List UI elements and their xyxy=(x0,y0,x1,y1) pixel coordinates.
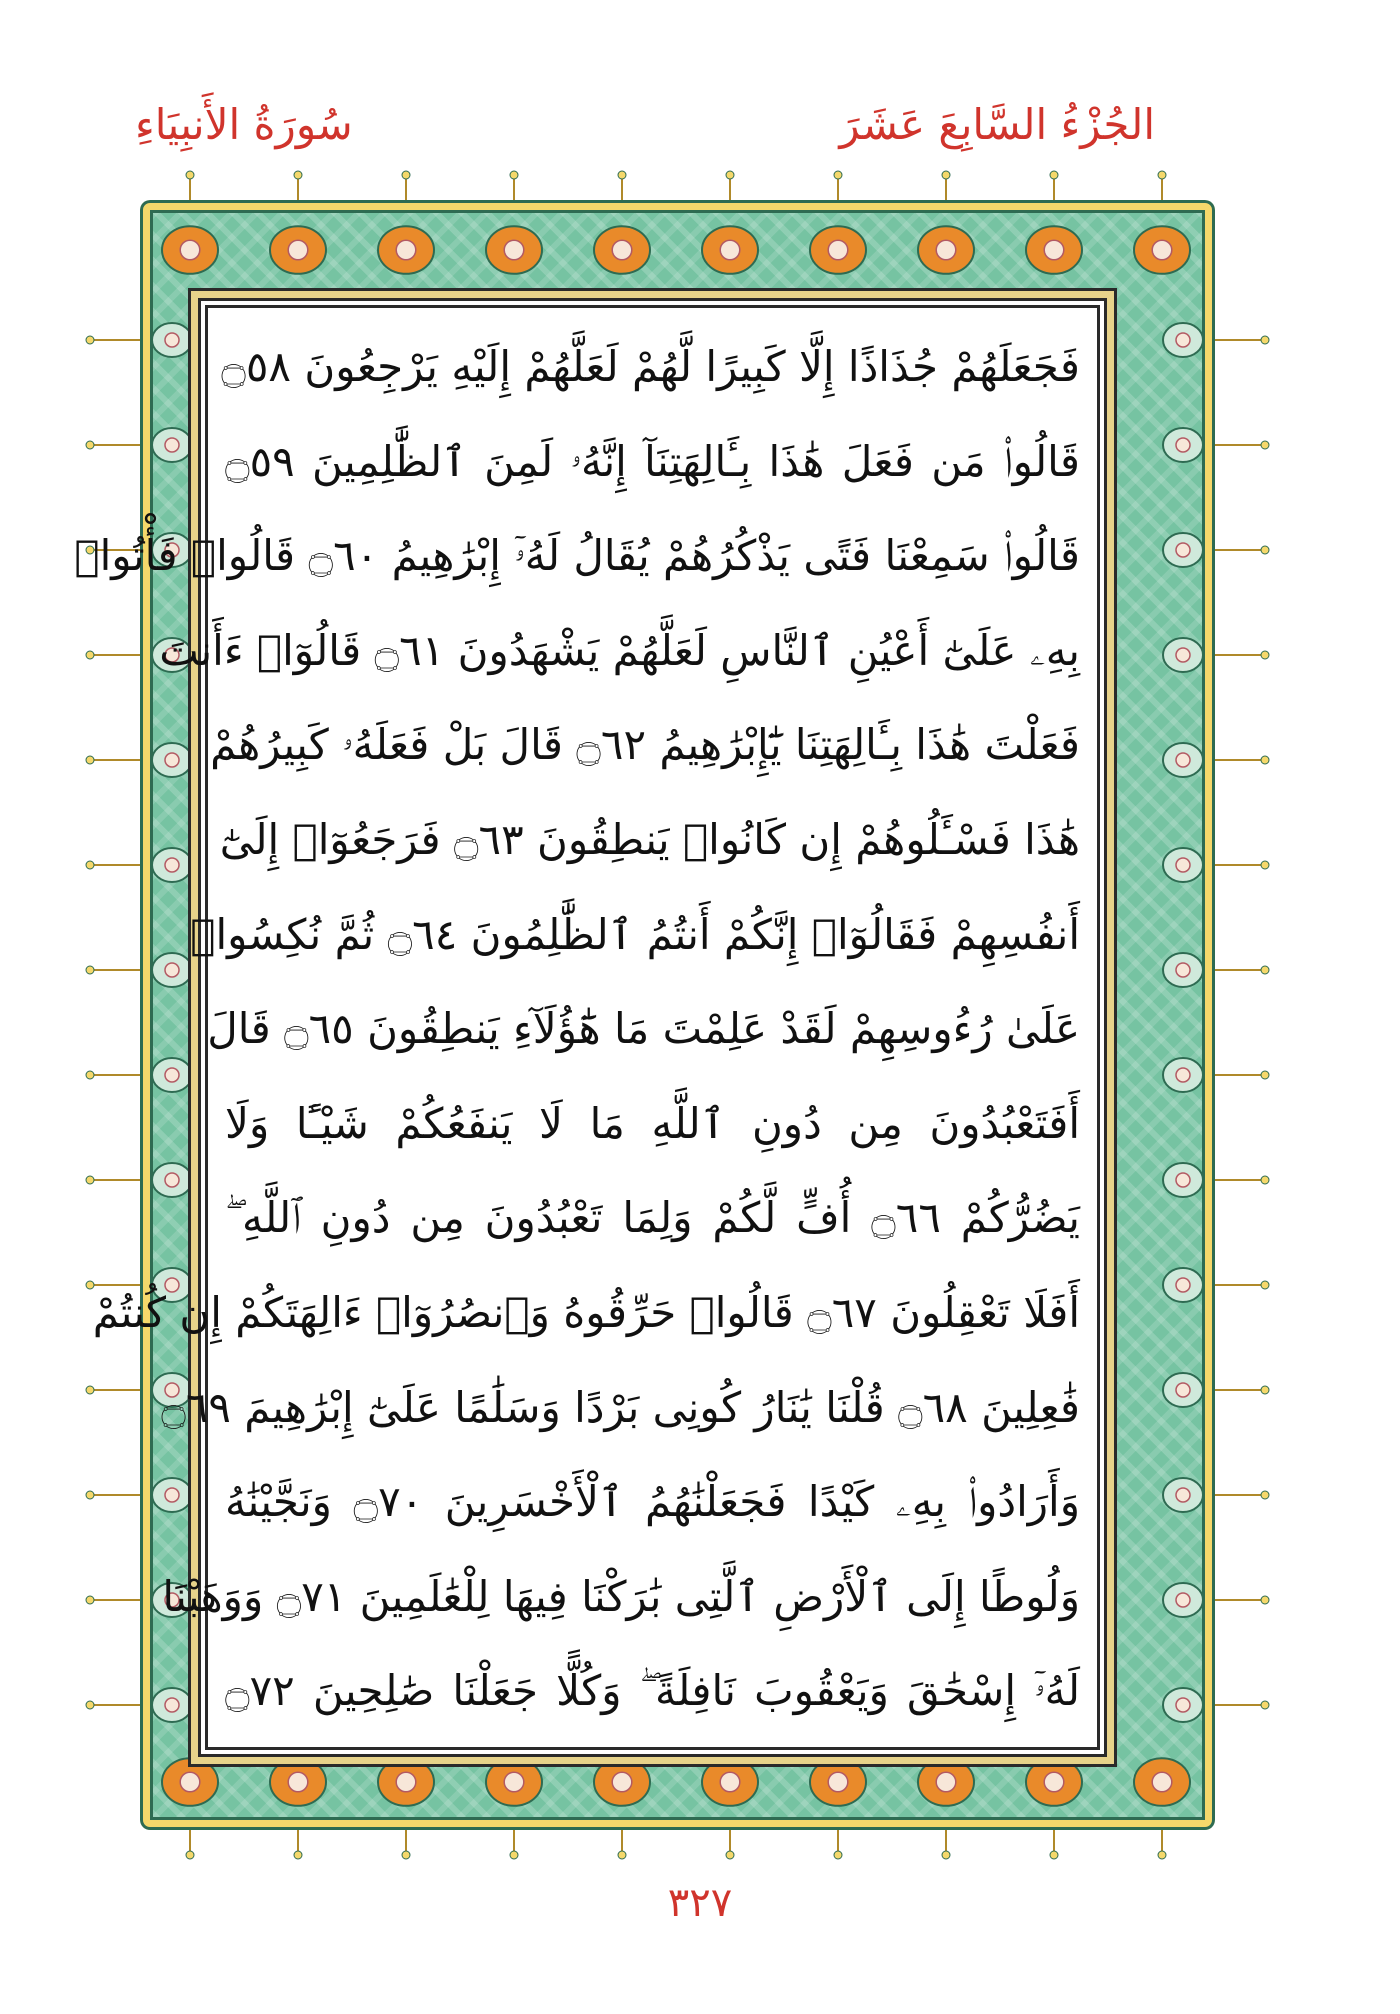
right-finial-tip xyxy=(1261,336,1269,344)
page-number: ٣٢٧ xyxy=(667,1880,733,1926)
right-medallion-center xyxy=(1176,438,1190,452)
top-medallion-center xyxy=(1044,240,1064,260)
bottom-medallion-center xyxy=(1152,1772,1172,1792)
top-medallion-center xyxy=(288,240,308,260)
bottom-finial-tip xyxy=(1158,1851,1166,1859)
right-medallion-center xyxy=(1176,648,1190,662)
top-finial-tip xyxy=(726,171,734,179)
top-medallion-center xyxy=(504,240,524,260)
left-finial-tip xyxy=(86,1491,94,1499)
top-finial-tip xyxy=(618,171,626,179)
right-finial-tip xyxy=(1261,546,1269,554)
text-line-10: يَضُرُّكُمْ ۝٦٦ أُفٍّ لَّكُمْ وَلِمَا تَعْبُدُونَ مِن دُونِ ٱللَّهِ ۖ xyxy=(225,1193,1080,1243)
text-line-4: بِهِۦ عَلَىٰٓ أَعْيُنِ ٱلنَّاسِ لَعَلَّهُمْ يَشْهَدُونَ ۝٦١ قَالُوٓا۟ ءَأَنتَ xyxy=(159,625,1080,675)
top-medallion-center xyxy=(612,240,632,260)
bottom-medallion-center xyxy=(288,1772,308,1792)
top-finial-tip xyxy=(834,171,842,179)
bottom-medallion-center xyxy=(936,1772,956,1792)
text-line-6: هَٰذَا فَسْـَٔلُوهُمْ إِن كَانُوا۟ يَنطِقُونَ ۝٦٣ فَرَجَعُوٓا۟ إِلَىٰٓ xyxy=(219,814,1080,864)
left-medallion-center xyxy=(165,858,179,872)
top-medallion-center xyxy=(180,240,200,260)
left-finial-tip xyxy=(86,336,94,344)
quran-text xyxy=(74,320,1080,1740)
text-line-15: لَهُۥٓ إِسْحَٰقَ وَيَعْقُوبَ نَافِلَةً ۖ وَكُلًّا جَعَلْنَا صَٰلِحِينَ ۝٧٢ xyxy=(225,1666,1080,1716)
right-finial-tip xyxy=(1261,1491,1269,1499)
left-finial-tip xyxy=(86,1176,94,1184)
bottom-finial-tip xyxy=(726,1851,734,1859)
right-medallion-center xyxy=(1176,1593,1190,1607)
bottom-medallion-center xyxy=(396,1772,416,1792)
left-finial-tip xyxy=(86,651,94,659)
top-medallion-center xyxy=(1152,240,1172,260)
right-medallion-center xyxy=(1176,753,1190,767)
left-finial-tip xyxy=(86,861,94,869)
right-finial-tip xyxy=(1261,861,1269,869)
surah-title: سُورَةُ الأَنبِيَاءِ xyxy=(135,100,353,149)
left-finial-tip xyxy=(86,966,94,974)
text-line-11: أَفَلَا تَعْقِلُونَ ۝٦٧ قَالُوا۟ حَرِّقُوهُ وَٱنصُرُوٓا۟ ءَالِهَتَكُمْ إِن كُنتُمْ xyxy=(92,1287,1080,1337)
bottom-medallion-center xyxy=(180,1772,200,1792)
bottom-finial-tip xyxy=(834,1851,842,1859)
right-finial-tip xyxy=(1261,1176,1269,1184)
text-line-14: وَلُوطًا إِلَى ٱلْأَرْضِ ٱلَّتِى بَٰرَكْنَا فِيهَا لِلْعَٰلَمِينَ ۝٧١ وَوَهَبْنَا xyxy=(162,1571,1080,1621)
right-finial-tip xyxy=(1261,651,1269,659)
left-medallion-center xyxy=(165,1698,179,1712)
left-finial-tip xyxy=(86,756,94,764)
bottom-finial-tip xyxy=(510,1851,518,1859)
bottom-medallion-center xyxy=(720,1772,740,1792)
left-medallion-center xyxy=(165,1068,179,1082)
top-finial-tip xyxy=(402,171,410,179)
right-medallion-center xyxy=(1176,1383,1190,1397)
text-line-1: فَجَعَلَهُمْ جُذَاذًا إِلَّا كَبِيرًا لَّهُمْ لَعَلَّهُمْ إِلَيْهِ يَرْجِعُونَ ۝٥٨ xyxy=(221,342,1080,391)
text-line-13: وَأَرَادُوا۟ بِهِۦ كَيْدًا فَجَعَلْنَٰهُمُ ٱلْأَخْسَرِينَ ۝٧٠ وَنَجَّيْنَٰهُ xyxy=(225,1477,1080,1527)
left-finial-tip xyxy=(86,1071,94,1079)
right-medallion-center xyxy=(1176,1278,1190,1292)
left-medallion-center xyxy=(165,963,179,977)
top-finial-tip xyxy=(1158,171,1166,179)
bottom-medallion-center xyxy=(828,1772,848,1792)
text-line-3: قَالُوا۟ سَمِعْنَا فَتًى يَذْكُرُهُمْ يُقَالُ لَهُۥٓ إِبْرَٰهِيمُ ۝٦٠ قَالُوا۟ فَأْتُوا۟ xyxy=(74,531,1080,581)
bottom-medallion-center xyxy=(1044,1772,1064,1792)
right-finial-tip xyxy=(1261,756,1269,764)
right-medallion-center xyxy=(1176,963,1190,977)
left-medallion-center xyxy=(165,438,179,452)
right-medallion-center xyxy=(1176,858,1190,872)
text-line-12: فَٰعِلِينَ ۝٦٨ قُلْنَا يَٰنَارُ كُونِى بَرْدًا وَسَلَٰمًا عَلَىٰٓ إِبْرَٰهِيمَ ۝٦٩ xyxy=(161,1382,1080,1432)
bottom-finial-tip xyxy=(1050,1851,1058,1859)
left-medallion-center xyxy=(165,753,179,767)
right-finial-tip xyxy=(1261,1701,1269,1709)
text-line-8: عَلَىٰ رُءُوسِهِمْ لَقَدْ عَلِمْتَ مَا هَٰٓؤُلَآءِ يَنطِقُونَ ۝٦٥ قَالَ xyxy=(207,1004,1080,1054)
right-finial-tip xyxy=(1261,1596,1269,1604)
top-medallion-center xyxy=(936,240,956,260)
right-medallion-center xyxy=(1176,1488,1190,1502)
bottom-finial-tip xyxy=(942,1851,950,1859)
top-medallion-center xyxy=(720,240,740,260)
bottom-medallion-center xyxy=(504,1772,524,1792)
right-finial-tip xyxy=(1261,966,1269,974)
text-line-9: أَفَتَعْبُدُونَ مِن دُونِ ٱللَّهِ مَا لَا يَنفَعُكُمْ شَيْـًٔا وَلَا xyxy=(225,1098,1080,1148)
left-medallion-center xyxy=(165,1488,179,1502)
top-finial-tip xyxy=(186,171,194,179)
left-finial-tip xyxy=(86,1596,94,1604)
right-medallion-center xyxy=(1176,1698,1190,1712)
top-finial-tip xyxy=(1050,171,1058,179)
text-line-7: أَنفُسِهِمْ فَقَالُوٓا۟ إِنَّكُمْ أَنتُمُ ٱلظَّٰلِمُونَ ۝٦٤ ثُمَّ نُكِسُوا۟ xyxy=(190,909,1080,959)
text-line-5: فَعَلْتَ هَٰذَا بِـَٔالِهَتِنَا يَٰٓإِبْرَٰهِيمُ ۝٦٢ قَالَ بَلْ فَعَلَهُۥ كَبِيرُهُمْ xyxy=(210,720,1080,770)
right-medallion-center xyxy=(1176,543,1190,557)
right-finial-tip xyxy=(1261,1386,1269,1394)
bottom-medallion-center xyxy=(612,1772,632,1792)
bottom-finial-tip xyxy=(618,1851,626,1859)
left-medallion-center xyxy=(165,333,179,347)
right-finial-tip xyxy=(1261,1281,1269,1289)
text-line-2: قَالُوا۟ مَن فَعَلَ هَٰذَا بِـَٔالِهَتِنَآ إِنَّهُۥ لَمِنَ ٱلظَّٰلِمِينَ ۝٥٩ xyxy=(225,436,1080,486)
right-finial-tip xyxy=(1261,1071,1269,1079)
left-medallion-center xyxy=(165,1173,179,1187)
bottom-finial-tip xyxy=(402,1851,410,1859)
top-medallion-center xyxy=(828,240,848,260)
bottom-finial-tip xyxy=(294,1851,302,1859)
left-finial-tip xyxy=(86,1701,94,1709)
right-finial-tip xyxy=(1261,441,1269,449)
right-medallion-center xyxy=(1176,333,1190,347)
top-finial-tip xyxy=(942,171,950,179)
bottom-finial-tip xyxy=(186,1851,194,1859)
juz-title: الجُزْءُ السَّابِعَ عَشَرَ xyxy=(839,100,1155,149)
right-medallion-center xyxy=(1176,1173,1190,1187)
left-finial-tip xyxy=(86,441,94,449)
right-medallion-center xyxy=(1176,1068,1190,1082)
left-finial-tip xyxy=(86,1386,94,1394)
top-finial-tip xyxy=(294,171,302,179)
top-medallion-center xyxy=(396,240,416,260)
top-finial-tip xyxy=(510,171,518,179)
